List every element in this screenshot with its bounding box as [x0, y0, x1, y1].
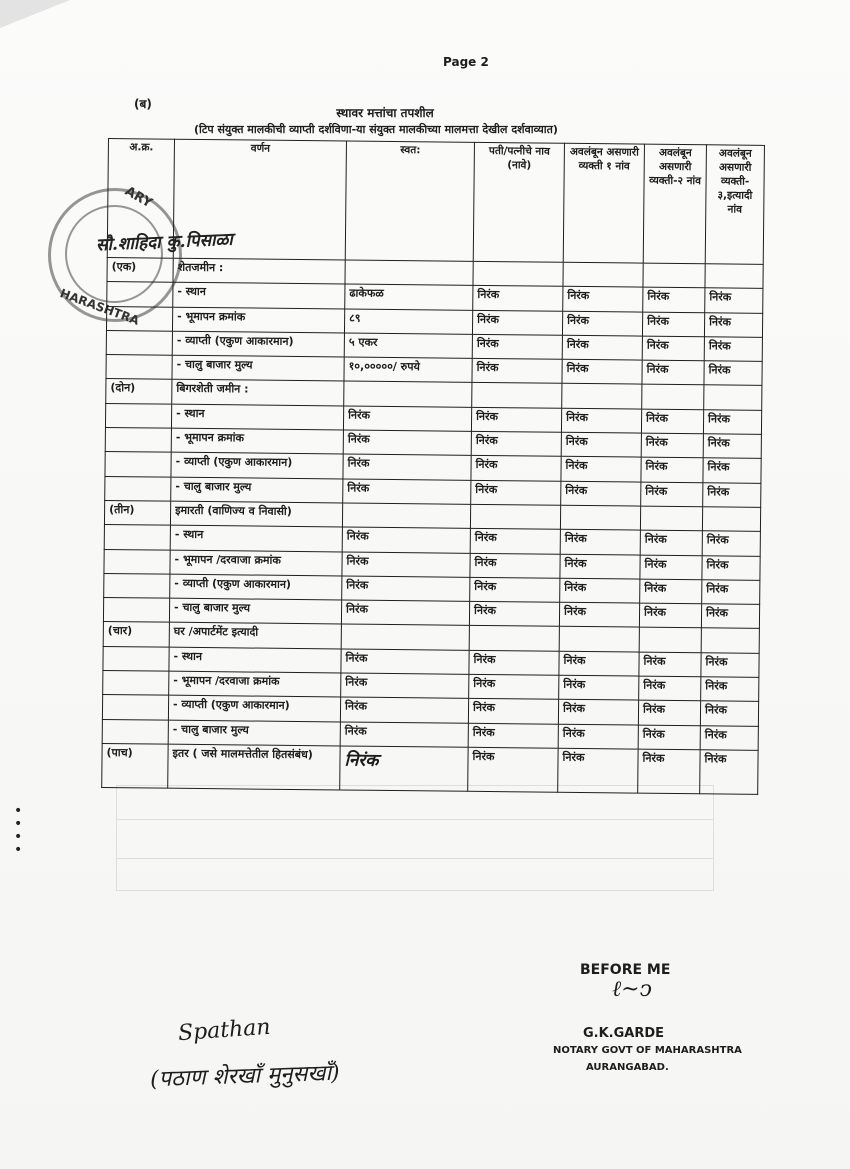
cell-d1: निरंक — [561, 457, 641, 482]
notary-signature: ℓ~ↄ — [612, 977, 652, 1002]
section-serial: (तीन) — [104, 500, 170, 525]
section-serial: (पाच) — [102, 743, 168, 788]
page-subtitle: (टिप संयुक्त मालकीची व्याप्ती दर्शविणा-या संयुक्त मालकीच्या मालमत्ता देखील दर्शवाव्यात) — [194, 123, 558, 136]
cell-d1: निरंक — [558, 700, 638, 725]
cell-d3: निरंक — [701, 604, 759, 629]
cell-spouse: निरंक — [470, 529, 560, 554]
section-serial: (दोन) — [106, 379, 172, 404]
spouse-name-signature: सौ.शाहिदा कु.पिसाळा — [95, 229, 233, 255]
row-label: - व्याप्ती (एकुण आकारमान) — [168, 696, 340, 722]
cell-spouse: निरंक — [471, 431, 561, 456]
cell-d1: निरंक — [559, 675, 639, 700]
cell-d2: निरंक — [643, 287, 705, 312]
cell-self: निरंक — [342, 552, 470, 578]
page-number: Page 2 — [443, 55, 489, 69]
cell-d3: निरंक — [703, 434, 761, 459]
cell-d1: निरंक — [561, 408, 641, 433]
notary-title: NOTARY GOVT OF MAHARASHTRA — [553, 1045, 742, 1056]
cell-d1: निरंक — [563, 287, 643, 312]
deponent-signature: Spathan — [177, 1014, 272, 1047]
cell-d1: निरंक — [560, 554, 640, 579]
cell-d3: निरंक — [701, 677, 759, 702]
cell-d2: निरंक — [641, 433, 703, 458]
cell-spouse: निरंक — [469, 601, 559, 626]
cell-d3: निरंक — [700, 701, 758, 726]
cell-d2: निरंक — [639, 676, 701, 701]
cell-d1: निरंक — [559, 651, 639, 676]
cell-d2: निरंक — [641, 482, 703, 507]
cell-self: निरंक — [340, 697, 468, 723]
cell-self: ८९ — [344, 309, 472, 335]
cell-d2: निरंक — [638, 700, 700, 725]
cell-d3: निरंक — [704, 312, 762, 337]
stamp-text-bottom: HARASHTRA — [58, 286, 142, 328]
section-title: इमारती (वाणिज्य व निवासी) — [170, 501, 342, 527]
cell-d3: निरंक — [704, 337, 762, 362]
cell-d3: निरंक — [700, 750, 758, 795]
header-self: स्वत: सौ.शाहिदा कु.पिसाळा — [345, 141, 474, 261]
cell-self: निरंक — [343, 454, 471, 480]
deponent-name: (पठाण शेरखाँ मुनुसखाँ) — [149, 1060, 341, 1093]
section-title: बिगरशेती जमीन : — [172, 380, 344, 406]
section-mark: (ब) — [134, 97, 152, 111]
row-label: - स्थान — [173, 282, 345, 308]
cell-d1: निरंक — [558, 748, 638, 793]
row-label: - चालु बाजार मुल्य — [172, 355, 344, 381]
stamp-text-top: ARY — [122, 183, 155, 212]
section-title: शेतजमीन : — [173, 258, 345, 284]
cell-d1: निरंक — [562, 335, 642, 360]
cell-spouse: निरंक — [473, 286, 563, 311]
cell-spouse: निरंक — [470, 553, 560, 578]
row-label: - स्थान — [169, 647, 341, 673]
row-label: - व्याप्ती (एकुण आकारमान) — [172, 331, 344, 357]
cell-d3: निरंक — [702, 531, 760, 556]
cell-d2: निरंक — [638, 749, 700, 794]
cell-self: निरंक — [341, 649, 469, 675]
cell-spouse: निरंक — [472, 334, 562, 359]
cell-spouse: निरंक — [471, 407, 561, 432]
notary-before-me: BEFORE ME — [580, 962, 671, 978]
cell-d1: निरंक — [560, 530, 640, 555]
cell-d3: निरंक — [705, 288, 763, 313]
row-label: - भूमापन क्रमांक — [172, 307, 344, 333]
cell-spouse: निरंक — [470, 577, 560, 602]
cell-self: निरंक — [342, 576, 470, 602]
cell-d3: निरंक — [701, 652, 759, 677]
row-label: - व्याप्ती (एकुण आकारमान) — [171, 453, 343, 479]
cell-d1: निरंक — [560, 578, 640, 603]
cell-spouse: निरंक — [472, 310, 562, 335]
header-serial: अ.क्र. — [107, 139, 174, 259]
section-serial: (चार) — [103, 622, 169, 647]
cell-d2: निरंक — [641, 457, 703, 482]
cell-spouse: निरंक — [468, 723, 558, 748]
cell-self: निरंक — [343, 479, 471, 505]
bleed-through-table — [116, 785, 714, 891]
header-description: वर्णन — [173, 139, 346, 260]
cell-self: ढाकेफळ — [345, 284, 473, 310]
header-dependent-2: अवलंबून असणारी व्यक्ती-२ नांव — [643, 144, 706, 264]
row-label: - भूमापन क्रमांक — [171, 428, 343, 454]
row-label: - व्याप्ती (एकुण आकारमान) — [170, 574, 342, 600]
cell-spouse: निरंक — [472, 359, 562, 384]
cell-spouse: निरंक — [468, 747, 558, 792]
cell-self: निरंक — [343, 430, 471, 456]
row-label: - चालु बाजार मुल्य — [171, 477, 343, 503]
cell-d2: निरंक — [640, 579, 702, 604]
row-label: - भूमापन /दरवाजा क्रमांक — [170, 550, 342, 576]
cell-self: निरंक — [341, 600, 469, 626]
cell-d1: निरंक — [561, 432, 641, 457]
cell-spouse: निरंक — [471, 456, 561, 481]
cell-d3: निरंक — [703, 458, 761, 483]
cell-d3: निरंक — [700, 725, 758, 750]
margin-punch-marks: • • • • — [14, 803, 23, 858]
cell-d2: निरंक — [640, 555, 702, 580]
cell-d1: निरंक — [562, 359, 642, 384]
cell-self: निरंक — [343, 406, 471, 432]
section-title: घर /अपार्टमेंट इत्यादी — [169, 623, 341, 649]
cell-d1: निरंक — [562, 311, 642, 336]
cell-d2: निरंक — [639, 603, 701, 628]
row-label: - चालु बाजार मुल्य — [169, 598, 341, 624]
section-serial: (एक) — [107, 257, 173, 282]
row-label: - स्थान — [170, 525, 342, 551]
notary-place: AURANGABAD. — [586, 1062, 669, 1073]
cell-d2: निरंक — [642, 360, 704, 385]
cell-d2: निरंक — [642, 312, 704, 337]
cell-d2: निरंक — [642, 336, 704, 361]
cell-d1: निरंक — [559, 602, 639, 627]
row-label: - भूमापन /दरवाजा क्रमांक — [169, 671, 341, 697]
cell-self: निरंक — [341, 673, 469, 699]
cell-spouse: निरंक — [471, 480, 561, 505]
cell-self: निरंक — [340, 746, 468, 791]
cell-d2: निरंक — [638, 725, 700, 750]
cell-spouse: निरंक — [469, 674, 559, 699]
cell-d1: निरंक — [561, 481, 641, 506]
cell-d3: निरंक — [702, 555, 760, 580]
notary-name: G.K.GARDE — [583, 1026, 665, 1041]
table-header-row — [107, 139, 764, 265]
cell-spouse: निरंक — [469, 650, 559, 675]
cell-d3: निरंक — [702, 580, 760, 605]
cell-self: निरंक — [340, 722, 468, 748]
header-dependent-3: अवलंबून असणारी व्यक्ती- ३,इत्यादी नांव — [705, 145, 764, 265]
header-spouse: पती/पत्नीचे नाव (नावे) — [473, 142, 564, 262]
cell-d2: निरंक — [640, 530, 702, 555]
page-fold — [0, 0, 70, 28]
row-label: इतर ( जसे मालमत्तेतील हितसंबंध) — [168, 744, 340, 790]
cell-d2: निरंक — [639, 652, 701, 677]
cell-self: १०,०००००/ रुपये — [344, 357, 472, 383]
cell-self: ५ एकर — [344, 333, 472, 359]
cell-d3: निरंक — [703, 482, 761, 507]
cell-self: निरंक — [342, 527, 470, 553]
cell-d1: निरंक — [558, 724, 638, 749]
table-row-other — [102, 743, 758, 794]
row-label: - चालु बाजार मुल्य — [168, 720, 340, 746]
cell-d3: निरंक — [703, 410, 761, 435]
page-title: स्थावर मत्तांचा तपशील — [336, 106, 434, 120]
cell-d3: निरंक — [704, 361, 762, 386]
cell-spouse: निरंक — [468, 699, 558, 724]
header-dependent-1: अवलंबून असणारी व्यक्ती १ नांव — [563, 143, 644, 263]
cell-d2: निरंक — [641, 409, 703, 434]
row-label: - स्थान — [171, 404, 343, 430]
